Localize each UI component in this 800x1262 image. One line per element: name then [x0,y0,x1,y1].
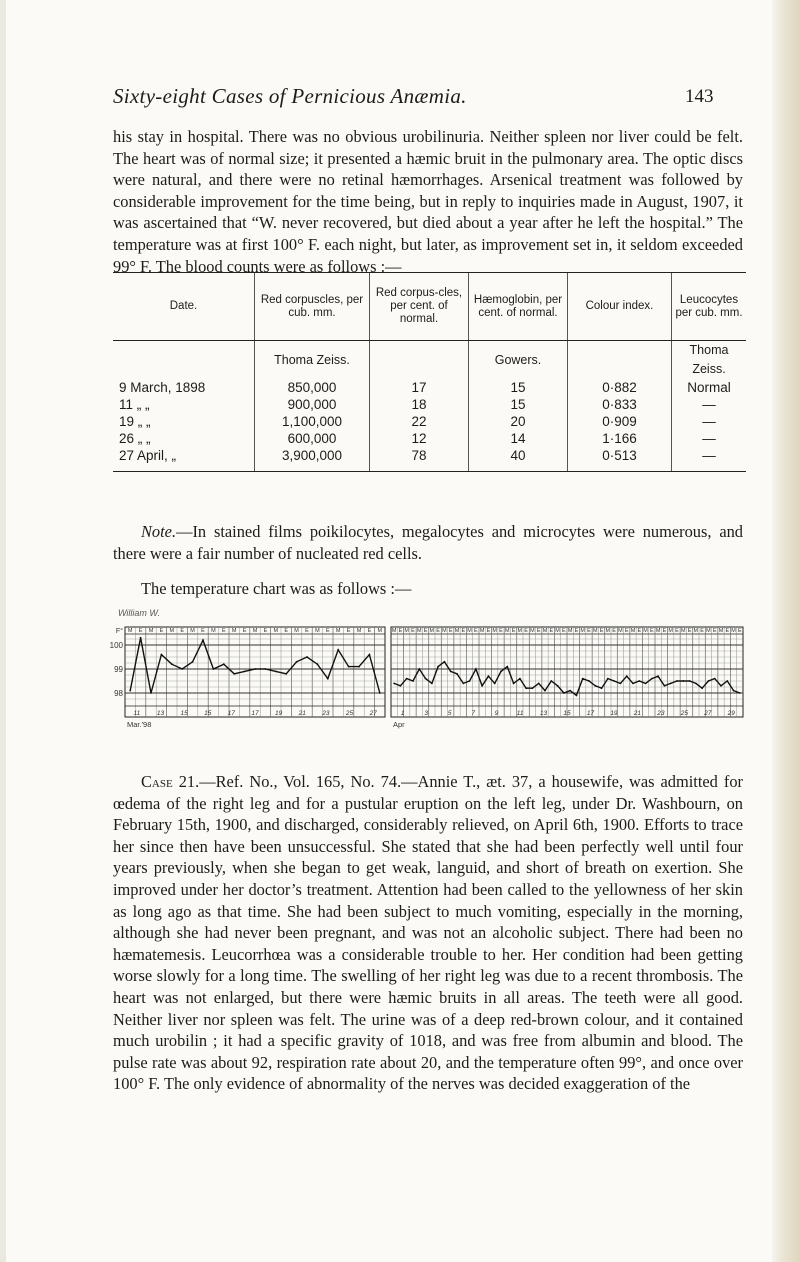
temperature-point [708,680,710,682]
x-tick-label: 25 [345,710,354,717]
temperature-point [469,680,471,682]
x-tick-label: 9 [494,710,499,717]
table-cell: 20 [469,413,568,430]
x-tick-label: 7 [471,710,475,717]
x-tick-label: 27 [704,710,712,717]
temperature-point [306,656,308,658]
page-edge-left [0,0,6,1262]
header-label: E [499,628,503,634]
table-header-row [113,273,746,341]
table-subheader-row [113,341,746,380]
header-label: M [630,628,636,634]
temperature-point [181,668,183,670]
temperature-point [254,668,256,670]
temperature-point [150,692,152,694]
temperature-point [337,649,339,651]
x-tick-label: 25 [680,710,688,717]
header-label: E [159,628,164,634]
header-label: M [580,628,586,634]
x-tick-label: 23 [657,710,665,717]
temperature-point [444,661,446,663]
x-tick-label: 19 [610,710,618,717]
temperature-intro [113,578,743,600]
header-label: M [391,628,397,634]
header-label: M [668,628,674,634]
temperature-point [171,663,173,665]
month-label: Apr [393,720,405,729]
header-label: E [650,628,654,634]
temperature-point [450,671,452,673]
header-label: M [605,628,611,634]
header-label: E [536,628,541,634]
temperature-point [563,692,565,694]
temperature-point [519,678,521,680]
temperature-point [733,690,735,692]
header-label: M [211,628,216,634]
header-label: M [618,628,623,634]
table-header-cell: Colour index. [568,273,672,341]
table-header-cell: Hæmoglobin, per cent. of normal. [469,273,568,341]
table-cell: Thoma Zeiss. [672,341,747,380]
header-label: E [637,628,642,634]
header-label: E [486,628,491,634]
header-label: E [562,628,566,634]
x-tick-label: 21 [633,710,642,717]
x-tick-label: 3 [424,710,429,717]
header-label: E [700,628,704,634]
x-tick-label: 19 [275,710,283,717]
y-tick-label: 99 [114,665,123,674]
header-label: M [294,628,299,634]
temperature-point [285,673,287,675]
header-label: E [624,628,629,634]
y-tick-label: 98 [114,689,123,698]
header-label: E [599,628,604,634]
table-cell: 0·833 [568,396,672,413]
temperature-point [701,687,703,689]
x-tick-label: 27 [369,710,377,717]
header-label: M [252,628,258,634]
temperature-point [233,673,235,675]
temperature-point [525,687,527,689]
header-label: M [479,628,485,634]
temperature-point [412,680,414,682]
page-edge-right [772,0,800,1262]
header-label: M [542,628,548,634]
x-tick-label: 13 [156,710,165,717]
temperature-point [202,639,204,641]
table-header-cell: Red corpus-cles, per cent. of normal. [370,273,469,341]
header-label: E [325,628,330,634]
header-label: M [429,628,435,634]
x-tick-label: 11 [133,710,141,717]
header-label: M [567,628,573,634]
table-cell: 3,900,000 [255,447,370,472]
chart-frame [125,627,385,717]
note-paragraph [113,521,743,564]
header-label: M [356,628,362,634]
table-header-cell: Date. [113,273,255,341]
header-label: E [284,628,289,634]
temperature-point [481,685,483,687]
temperature-point [544,690,546,692]
header-label: E [221,628,226,634]
temperature-point [557,685,559,687]
table-cell: Gowers. [469,341,568,380]
temperature-point [726,680,728,682]
table-cell: 12 [370,430,469,447]
running-head [0,84,800,114]
temperature-point [488,675,490,677]
header-label: M [504,628,510,634]
temperature-point [626,675,628,677]
table-row [113,447,746,472]
table-cell: Thoma Zeiss. [255,341,370,380]
blood-count-table [113,272,746,472]
temperature-point [369,654,371,656]
header-label: M [693,628,699,634]
temperature-point [140,637,142,639]
temperature-point [129,690,131,692]
temperature-point [739,692,741,694]
table-cell: 27 April, „ [113,447,255,472]
table-cell: 17 [370,379,469,396]
temperature-point [664,685,666,687]
header-label: E [524,628,528,634]
temperature-point [265,668,267,670]
temperature-point [638,680,640,682]
table-row [113,430,746,447]
header-label: M [530,628,535,634]
header-label: M [731,628,736,634]
header-label: M [592,628,598,634]
temperature-point [588,680,590,682]
x-tick-label: 17 [251,710,259,717]
temperature-point [645,683,647,685]
table-cell: 0·513 [568,447,672,472]
header-label: E [346,628,351,634]
header-label: E [612,628,616,634]
temperature-point [632,683,634,685]
table-cell: 19 „ „ [119,414,151,429]
table-cell: 1·166 [568,430,672,447]
header-label: M [655,628,661,634]
temperature-point [379,692,381,694]
table-row [113,396,746,413]
header-label: E [725,628,730,634]
temperature-point [689,680,691,682]
table-cell: 600,000 [255,430,370,447]
table-cell: — [672,447,747,472]
header-label: E [263,628,268,634]
temperature-point [538,683,540,685]
temperature-point [714,678,716,680]
table-cell: 15 [469,396,568,413]
table-cell: 15 [469,379,568,396]
temperature-point [682,680,684,682]
table-cell: 11 „ „ [119,397,150,412]
header-label: M [416,628,422,634]
case-text: —Ref. No., Vol. 165, No. 74.—Annie T., æt. 37, a housewife, was admitted for œdema of the right leg and for a pustular eruption on the left leg, under Dr. Washbourn, on February 15th, 1900, and discharged, considerably relieved, on April 6th, 1900. Efforts to trace her since then have been unsuccessful. She stated that she had been perfectly well until four years previously, when she began to get weak, languid, and short of breath on exertion. She improved under her doctor’s treatment. Attention had been called to the yellowness of her skin as long ago as that time. She had been subject to much vomiting, especially in the morning, although she had never been pregnant, and was not an alcoholic subject. There had been no hæmatemesis. Leucorrhœa was a considerable trouble to her. Her condition had been getting worse slowly for a long time. The swelling of her right leg was due to a recent thrombosis. The heart was not enlarged, but there were hæmic bruits in all areas. The teeth were all good. Neither liver nor spleen was felt. The urine was of a deep red-brown colour, and it contained much urobilin ; it had a specific gravity of 1018, and was free from albumin and blood. The pulse rate was about 92, respiration rate about 20, and the temperature often 99°, and once over 100° F. The only evidence of abnormality of the nerves was decided exaggeration of the [113,772,743,1094]
temperature-line [130,638,380,693]
temperature-point [223,663,225,665]
table-cell: — [672,430,747,447]
table-cell: 26 „ „ [119,431,151,446]
table-cell: Normal [672,379,747,396]
temperature-point [620,683,622,685]
table-cell: 850,000 [255,379,370,396]
header-label: E [436,628,440,634]
temperature-point [513,683,515,685]
header-label: E [712,628,717,634]
header-label: M [442,628,447,634]
header-label: M [335,628,341,634]
table-cell: 40 [469,447,568,472]
temperature-point [657,675,659,677]
temperature-point [475,668,477,670]
x-tick-label: 21 [298,710,306,717]
header-label: M [127,628,133,634]
header-label: M [148,628,154,634]
x-tick-label: 13 [539,710,548,717]
temperature-chart [109,605,743,765]
table-cell: 78 [370,447,469,472]
header-label: E [367,628,372,634]
table-cell [568,341,672,380]
header-label: E [242,628,247,634]
x-tick-label: 23 [322,710,330,717]
temperature-point [275,671,277,673]
header-label: E [448,628,453,634]
note-label: Note. [141,522,177,541]
header-label: E [549,628,554,634]
temperature-point [244,671,246,673]
temperature-point [607,678,609,680]
temperature-point [506,666,508,668]
temperature-point [296,661,298,663]
header-label: M [315,628,320,634]
header-label: M [190,628,195,634]
table-header-cell: Red corpuscles, per cub. mm. [255,273,370,341]
x-tick-label: 5 [447,710,452,717]
x-tick-label: 17 [227,710,235,717]
table-cell: 0·882 [568,379,672,396]
header-label: E [423,628,428,634]
temperature-point [651,678,653,680]
running-title: Sixty-eight Cases of Pernicious Anæmia. [113,84,467,108]
table-cell [113,341,255,380]
x-tick-label: 15 [180,710,188,717]
header-label: E [587,628,591,634]
temperature-point [358,666,360,668]
temperature-intro-text: The temperature chart was as follows :— [141,579,412,598]
header-label: M [467,628,472,634]
header-label: E [738,628,742,634]
temperature-point [213,668,215,670]
temperature-point [437,666,439,668]
table-cell: 22 [370,413,469,430]
x-tick-label: 15 [204,710,212,717]
note-text: —In stained films poikilocytes, megalocytes and microcytes were numerous, and there were a fair number of nucleated red cells. [113,522,743,563]
table-header-cell: Leucocytes per cub. mm. [672,273,747,341]
table-cell: 18 [370,396,469,413]
temperature-point [695,683,697,685]
temperature-point [601,687,603,689]
table-cell [370,341,469,380]
header-label: E [201,628,205,634]
header-label: E [474,628,478,634]
temperature-point [400,685,402,687]
temperature-point [670,683,672,685]
table-cell: — [672,396,747,413]
temperature-point [425,678,427,680]
temperature-point [462,683,464,685]
case-21-paragraph [113,771,743,1095]
header-label: M [377,628,383,634]
table-cell: 1,100,000 [255,413,370,430]
table-row [113,379,746,396]
paragraph-continuation [113,126,743,277]
header-label: M [706,628,711,634]
table-cell: 0·909 [568,413,672,430]
table-cell: 14 [469,430,568,447]
temperature-point [550,680,552,682]
temperature-point [348,666,350,668]
page-number: 143 [685,86,714,107]
x-tick-label: 15 [563,710,571,717]
temperature-point [418,668,420,670]
temperature-point [569,690,571,692]
table-cell: 9 March, 1898 [119,380,206,395]
table-cell: 900,000 [255,396,370,413]
x-tick-label: 1 [400,710,405,717]
case-label: Case 21. [141,772,200,791]
temperature-point [720,685,722,687]
temperature-point [494,683,496,685]
header-label: M [492,628,498,634]
temperature-point [456,673,458,675]
temperature-point [406,678,408,680]
header-label: E [398,628,403,634]
header-label: E [662,628,667,634]
x-tick-label: 29 [727,710,735,717]
header-label: M [454,628,460,634]
temperature-point [576,695,578,697]
temperature-point [594,685,596,687]
header-label: M [273,628,279,634]
header-label: E [138,628,143,634]
header-label: E [305,628,309,634]
header-label: E [411,628,415,634]
header-label: E [511,628,516,634]
x-tick-label: 11 [516,710,524,717]
header-label: E [574,628,579,634]
y-tick-label: 100 [109,641,123,650]
header-label: M [517,628,523,634]
header-label: M [643,628,648,634]
paragraph-text: his stay in hospital. There was no obvious urobilinuria. Neither spleen nor liver could be felt. The heart was of normal size; it presented a hæmic bruit in the pulmonary area. The optic discs were natural, and there were no retinal hæmorrhages. Arsenical treatment was followed by considerable improvement for the time being, but in reply to inquiries made in August, 1907, it was ascertained that “W. never recovered, but died about a year after he left the hospital.” The temperature was at first 100° F. each night, but later, as improvement set in, it seldom exceeded 99° F. The blood counts were as follows :— [113,127,743,276]
temperature-point [676,680,678,682]
header-label: M [169,628,175,634]
temperature-point [431,683,433,685]
header-label: E [675,628,679,634]
temperature-point [393,683,395,685]
temperature-point [161,654,163,656]
header-label: M [680,628,686,634]
x-tick-label: 17 [586,710,595,717]
table-row [113,413,746,430]
header-label: E [180,628,185,634]
temperature-point [613,680,615,682]
temperature-point [327,678,329,680]
temperature-point [582,678,584,680]
month-label: Mar.'98 [127,720,152,729]
header-label: E [461,628,466,634]
table-cell: — [672,413,747,430]
y-axis-label: F° [115,628,123,635]
header-label: M [231,628,237,634]
header-label: E [687,628,692,634]
temperature-point [317,663,319,665]
temperature-point [500,671,502,673]
temperature-point [192,661,194,663]
temperature-chart-svg [109,605,743,765]
header-label: M [404,628,410,634]
chart-owner-label: William W. [118,608,161,618]
temperature-point [532,687,534,689]
header-label: M [718,628,724,634]
header-label: M [555,628,560,634]
